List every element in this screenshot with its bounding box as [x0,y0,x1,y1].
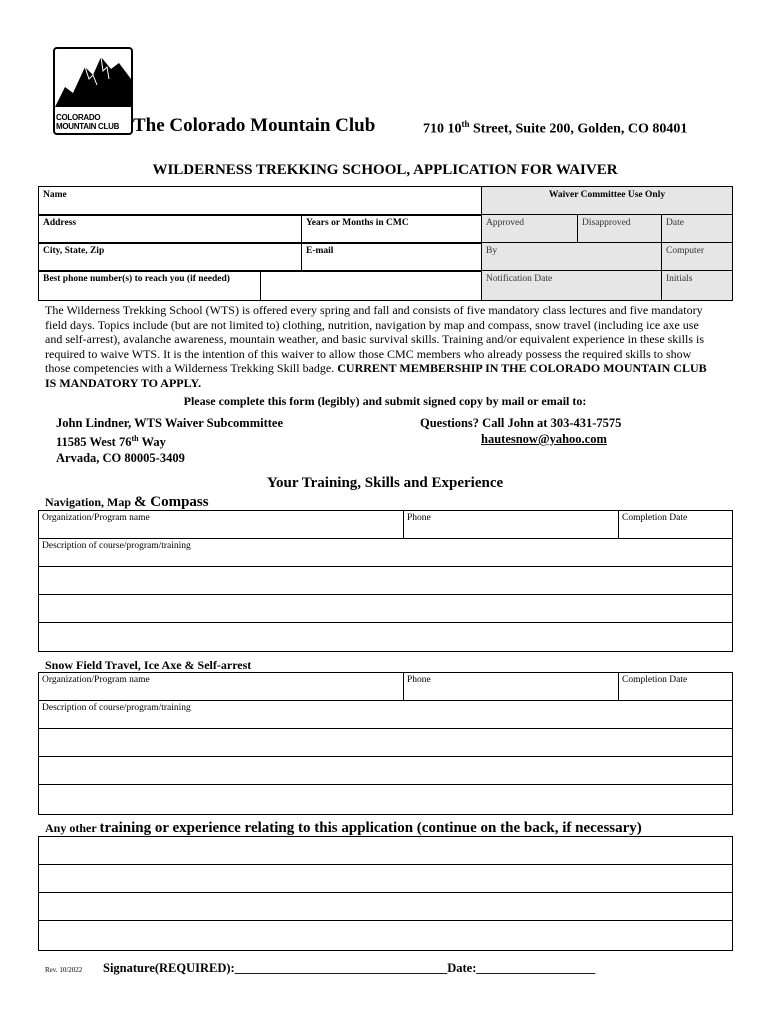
submit-instruction: Please complete this form (legibly) and submit signed copy by mail or email to: [183,394,587,408]
address-field[interactable]: Address [38,214,302,244]
snow-section-title: Snow Field Travel, Ice Axe & Self-arrest [45,658,252,672]
approved-cell: Approved [481,214,578,244]
committee-header: Waiver Committee Use Only [481,186,733,216]
contact-email-link[interactable]: hautesnow@yahoo.com [481,432,607,446]
experience-title: Your Training, Skills and Experience [266,475,504,491]
logo-text: COLORADO MOUNTAIN CLUB [56,113,120,131]
snow-org-field[interactable]: Organization/Program name [38,672,404,701]
nav-description-field[interactable]: Description of course/program/training [38,538,733,567]
nav-line[interactable] [38,622,733,652]
nav-line[interactable] [38,594,733,623]
nav-line[interactable] [38,566,733,595]
revision-date: Rev. 10/2022 [45,966,83,974]
cmc-logo [53,47,133,135]
date-cell: Date [661,214,733,244]
other-training-title: Any other training or experience relating to this application (continue on the back, if necessary) [45,820,642,836]
form-title: WILDERNESS TREKKING SCHOOL, APPLICATION FOR WAIVER [152,162,618,178]
club-address: 710 10th Street, Suite 200, Golden, CO 80401 [423,119,688,137]
nav-org-field[interactable]: Organization/Program name [38,510,404,539]
club-title: The Colorado Mountain Club [133,115,376,136]
disapproved-cell: Disapproved [577,214,662,244]
signature-line[interactable]: Signature(REQUIRED):__________________________________Date:___________________ [103,961,596,975]
intro-paragraph: The Wilderness Trekking School (WTS) is offered every spring and fall and consists of five mandatory class lectures and five mandatory field days. Topics include (but are not limited to) clothing, nutrition, navigation by map and compass, snow travel (including ice axe use and self-arrest), avalanche awareness, mountain weather, and basic survival skills. Training and/or equivalent experience in these skills is required to waive WTS. It is the intention of this waiver to allow those CMC members who already possess the required skills to show those competencies with a Wilderness Trekking Skill badge. CURRENT MEMBERSHIP IN THE COLORADO MOUNTAIN CLUB IS MANDATORY TO APPLY. [45,303,707,390]
snow-phone-field[interactable]: Phone [403,672,619,701]
snow-line[interactable] [38,784,733,815]
phone-field[interactable] [260,270,482,301]
snow-line[interactable] [38,728,733,757]
by-cell: By [481,242,662,272]
other-line[interactable] [38,836,733,865]
nav-date-field[interactable]: Completion Date [618,510,733,539]
snow-date-field[interactable]: Completion Date [618,672,733,701]
other-line[interactable] [38,892,733,921]
other-line[interactable] [38,864,733,893]
snow-line[interactable] [38,756,733,785]
mountain-icon [55,49,131,109]
notification-cell: Notification Date [481,270,662,301]
nav-phone-field[interactable]: Phone [403,510,619,539]
nav-section-title: Navigation, Map & Compass [45,494,209,510]
contact-questions: Questions? Call John at 303-431-7575 [420,416,622,430]
name-field[interactable]: Name [38,186,482,216]
phone-label: Best phone number(s) to reach you (if needed) [38,270,261,301]
snow-description-field[interactable]: Description of course/program/training [38,700,733,729]
other-line[interactable] [38,920,733,951]
email-field[interactable]: E-mail [301,242,482,272]
years-field[interactable]: Years or Months in CMC [301,214,482,244]
contact-address: John Lindner, WTS Waiver Subcommittee 11585 West 76th Way Arvada, CO 80005-3409 [56,416,284,466]
city-field[interactable]: City, State, Zip [38,242,302,272]
computer-cell: Computer [661,242,733,272]
initials-cell: Initials [661,270,733,301]
